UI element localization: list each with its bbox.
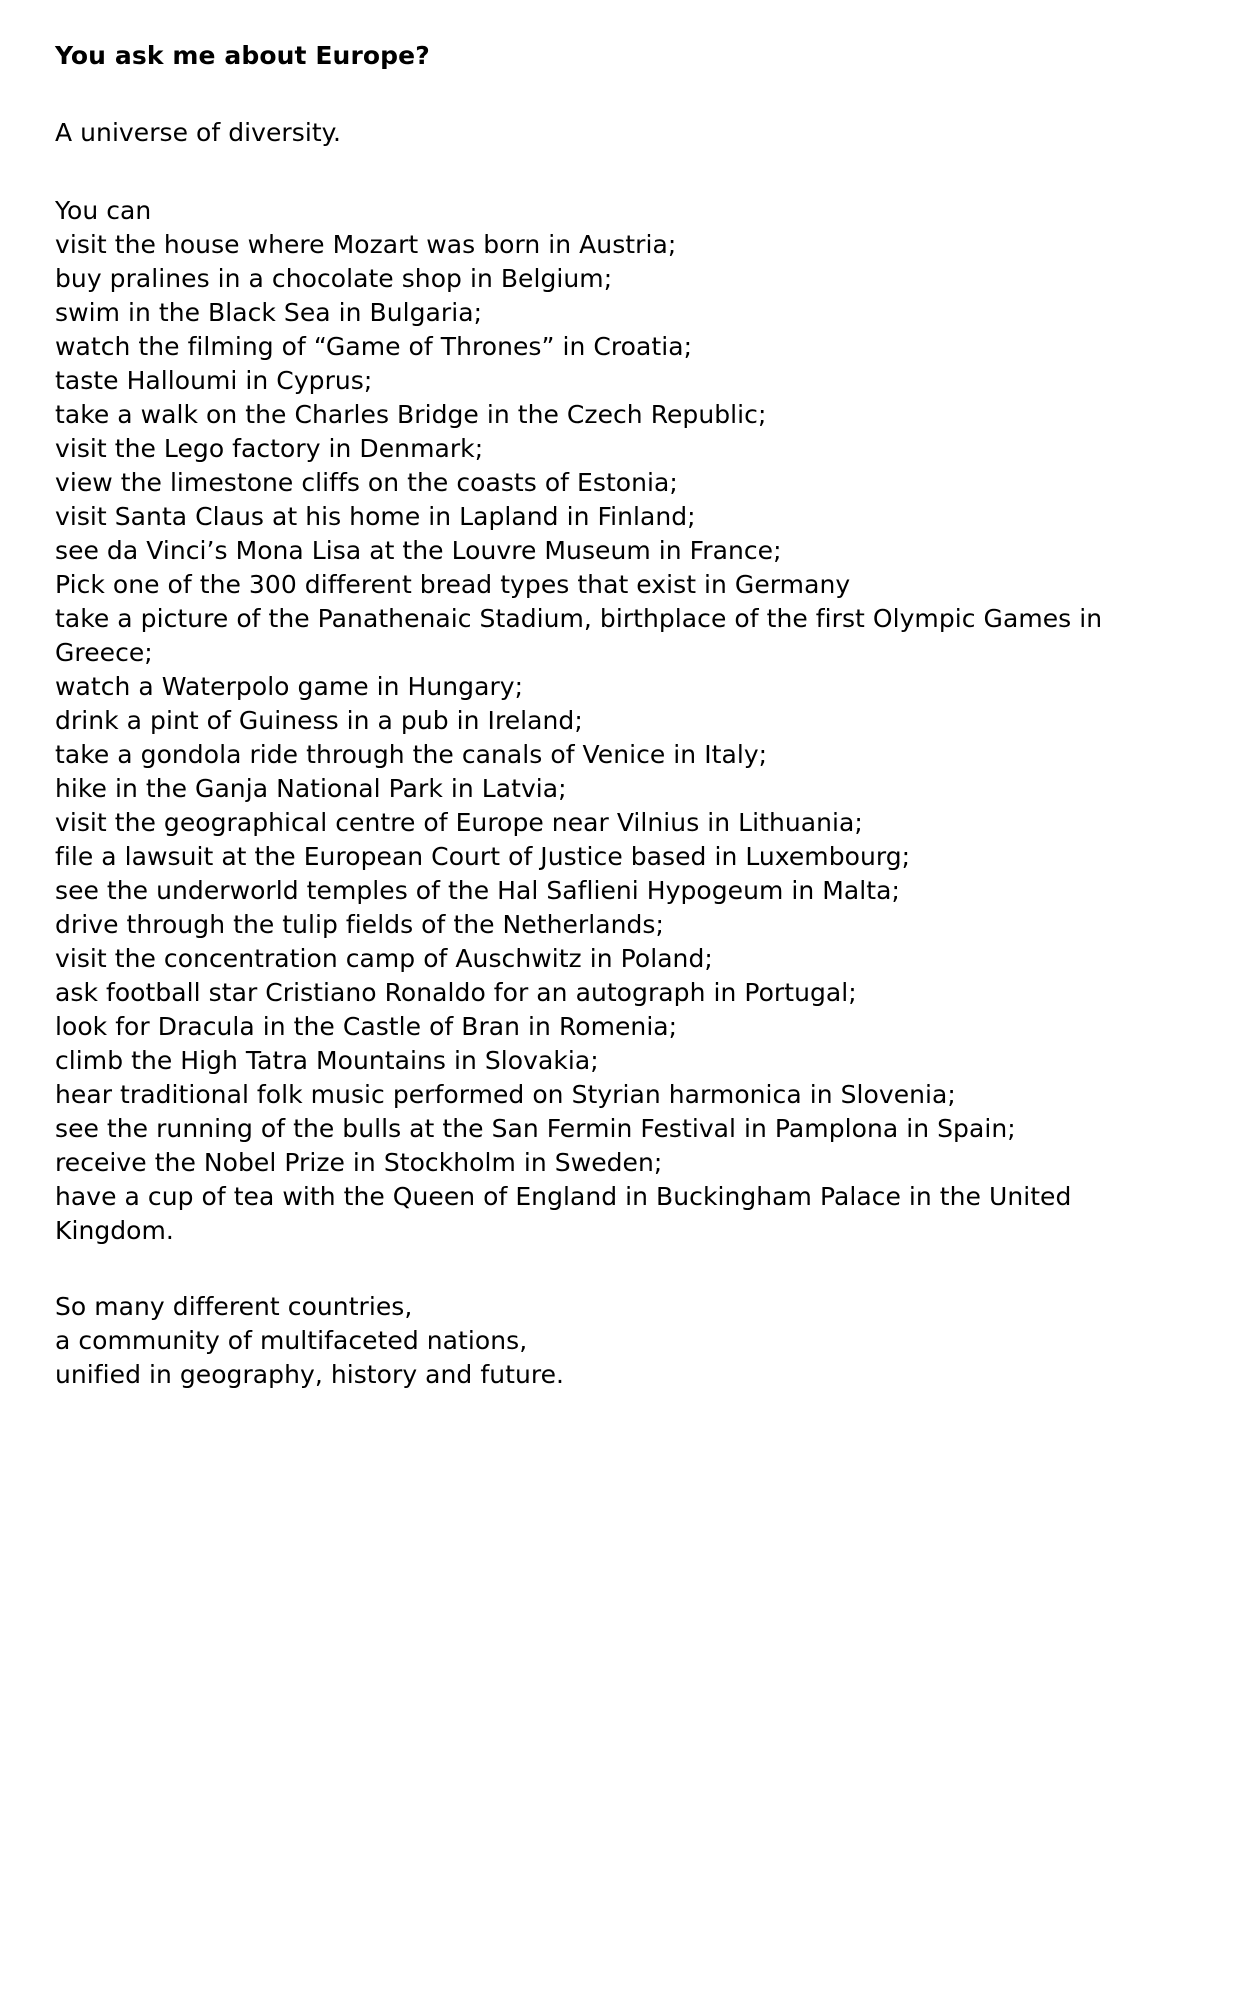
list-item: file a lawsuit at the European Court of Justice based in Luxembourg; (55, 842, 911, 871)
list-item: view the limestone cliffs on the coasts of Estonia; (55, 468, 678, 497)
intro-paragraph: A universe of diversity. (55, 118, 341, 147)
list-item: drive through the tulip fields of the Netherlands; (55, 910, 664, 939)
list-item: hike in the Ganja National Park in Latvia; (55, 774, 567, 803)
list-item: look for Dracula in the Castle of Bran in Romenia; (55, 1012, 678, 1041)
list-item: see the underworld temples of the Hal Saflieni Hypogeum in Malta; (55, 876, 900, 905)
spacer-before-closing (55, 1248, 1190, 1290)
list-item: drink a pint of Guiness in a pub in Ireland; (55, 706, 583, 735)
list-item: buy pralines in a chocolate shop in Belgium; (55, 264, 613, 293)
list-item: take a picture of the Panathenaic Stadium, birthplace of the first Olympic Games in Greece; (55, 604, 1103, 667)
list-item: visit the house where Mozart was born in Austria; (55, 230, 677, 259)
list-item: see the running of the bulls at the San Fermin Festival in Pamplona in Spain; (55, 1114, 1016, 1143)
list-item: ask football star Cristiano Ronaldo for an autograph in Portugal; (55, 978, 857, 1007)
list-item: swim in the Black Sea in Bulgaria; (55, 298, 483, 327)
closing-paragraph (55, 1290, 1190, 1392)
list-item: take a gondola ride through the canals of Venice in Italy; (55, 740, 768, 769)
closing-line: a community of multifaceted nations, (55, 1326, 528, 1355)
list-item: Pick one of the 300 different bread types that exist in Germany (55, 570, 851, 599)
list-item: visit Santa Claus at his home in Lapland in Finland; (55, 502, 696, 531)
activities-list (55, 228, 1190, 1248)
list-item: take a walk on the Charles Bridge in the Czech Republic; (55, 400, 767, 429)
closing-line: So many different countries, (55, 1292, 413, 1321)
list-item: have a cup of tea with the Queen of England in Buckingham Palace in the United Kingdom. (55, 1182, 1072, 1245)
list-item: visit the geographical centre of Europe near Vilnius in Lithuania; (55, 808, 863, 837)
list-item: visit the concentration camp of Auschwitz in Poland; (55, 944, 713, 973)
spacer-after-intro (55, 150, 1190, 194)
list-item: hear traditional folk music performed on Styrian harmonica in Slovenia; (55, 1080, 956, 1109)
spacer-after-title (55, 72, 1190, 116)
list-item: watch the filming of “Game of Thrones” in Croatia; (55, 332, 693, 361)
list-item: climb the High Tatra Mountains in Slovakia; (55, 1046, 599, 1075)
list-item: visit the Lego factory in Denmark; (55, 434, 484, 463)
list-item: taste Halloumi in Cyprus; (55, 366, 373, 395)
closing-line: unified in geography, history and future. (55, 1360, 565, 1389)
list-item: watch a Waterpolo game in Hungary; (55, 672, 524, 701)
page-title: You ask me about Europe? (55, 41, 430, 70)
list-item: see da Vinci’s Mona Lisa at the Louvre Museum in France; (55, 536, 782, 565)
list-item: receive the Nobel Prize in Stockholm in Sweden; (55, 1148, 663, 1177)
list-lead-in: You can (55, 196, 152, 225)
